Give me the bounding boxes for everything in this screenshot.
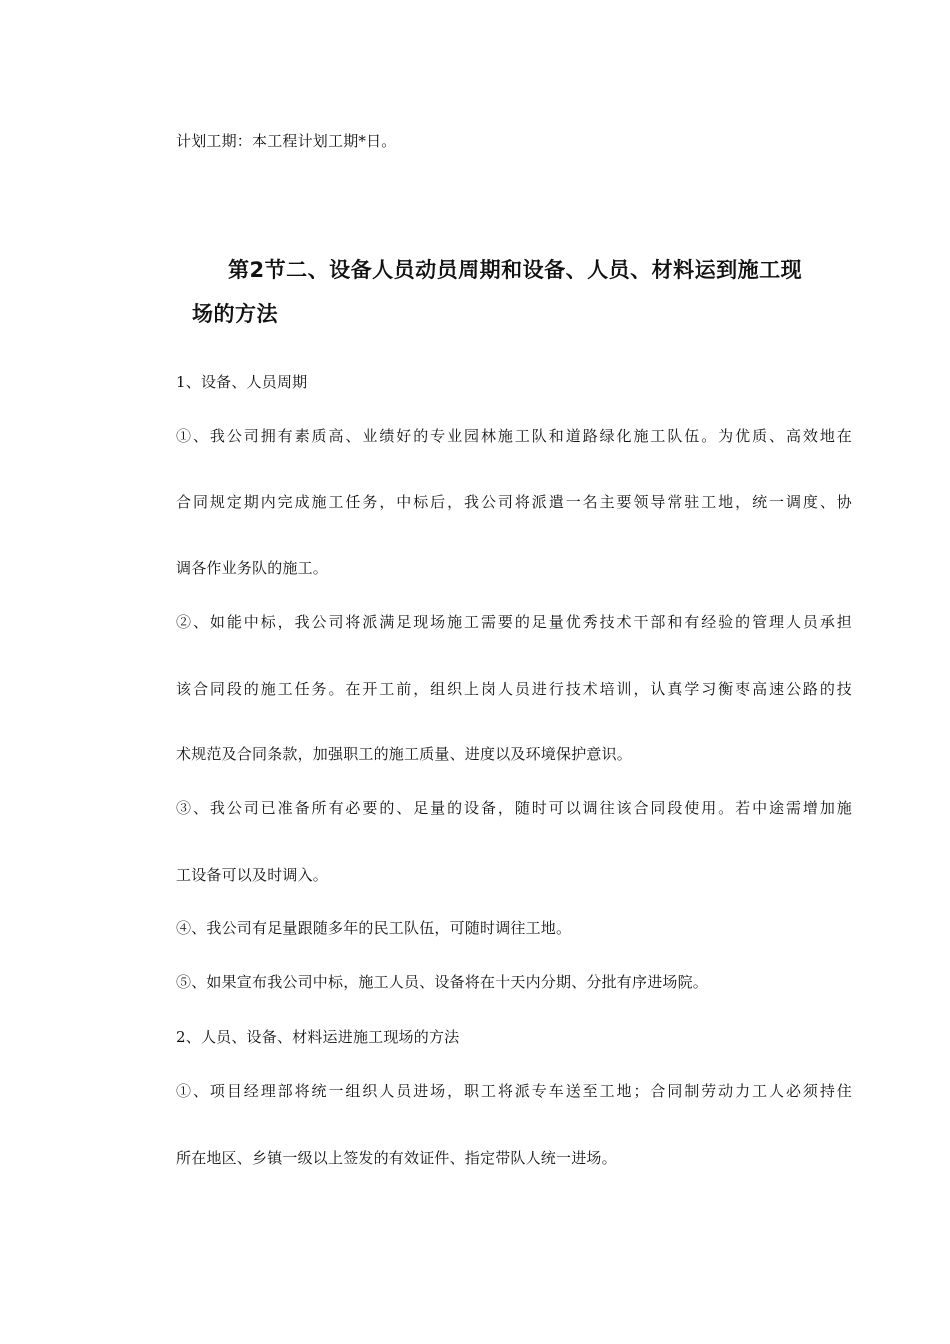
paragraph-1-line-3: 调各作业务队的施工。: [176, 559, 329, 577]
section-heading-line-2: 场的方法: [192, 302, 278, 326]
planned-duration-line: 计划工期：本工程计划工期*日。: [176, 132, 397, 150]
subsection-title-2: 2、人员、设备、材料运进施工现场的方法: [176, 1028, 460, 1046]
paragraph-1-line-1: ①、我公司拥有素质高、业绩好的专业园林施工队和道路绿化施工队伍。为优质、高效地在: [176, 427, 852, 445]
paragraph-2-line-3: 术规范及合同条款，加强职工的施工质量、进度以及环境保护意识。: [176, 745, 633, 763]
paragraph-4: ④、我公司有足量跟随多年的民工队伍，可随时调往工地。: [176, 919, 572, 937]
paragraph-2-line-2: 该合同段的施工任务。在开工前，组织上岗人员进行技术培训，认真学习衡枣高速公路的技: [176, 680, 852, 698]
paragraph-1-line-2: 合同规定期内完成施工任务，中标后，我公司将派遣一名主要领导常驻工地，统一调度、协: [176, 493, 852, 511]
paragraph-2-line-1: ②、如能中标，我公司将派满足现场施工需要的足量优秀技术干部和有经验的管理人员承担: [176, 613, 852, 631]
paragraph-3-line-1: ③、我公司已准备所有必要的、足量的设备，随时可以调往该合同段使用。若中途需增加施: [176, 799, 852, 817]
paragraph-3-line-2: 工设备可以及时调入。: [176, 866, 329, 884]
paragraph-6-line-1: ①、项目经理部将统一组织人员进场，职工将派专车送至工地；合同制劳动力工人必须持住: [176, 1082, 852, 1100]
paragraph-5: ⑤、如果宣布我公司中标，施工人员、设备将在十天内分期、分批有序进场院。: [176, 973, 709, 991]
subsection-title-1: 1、设备、人员周期: [176, 373, 308, 391]
paragraph-6-line-2: 所在地区、乡镇一级以上签发的有效证件、指定带队人统一进场。: [176, 1149, 617, 1167]
section-heading-line-1: 第2节二、设备人员动员周期和设备、人员、材料运到施工现: [228, 258, 803, 282]
